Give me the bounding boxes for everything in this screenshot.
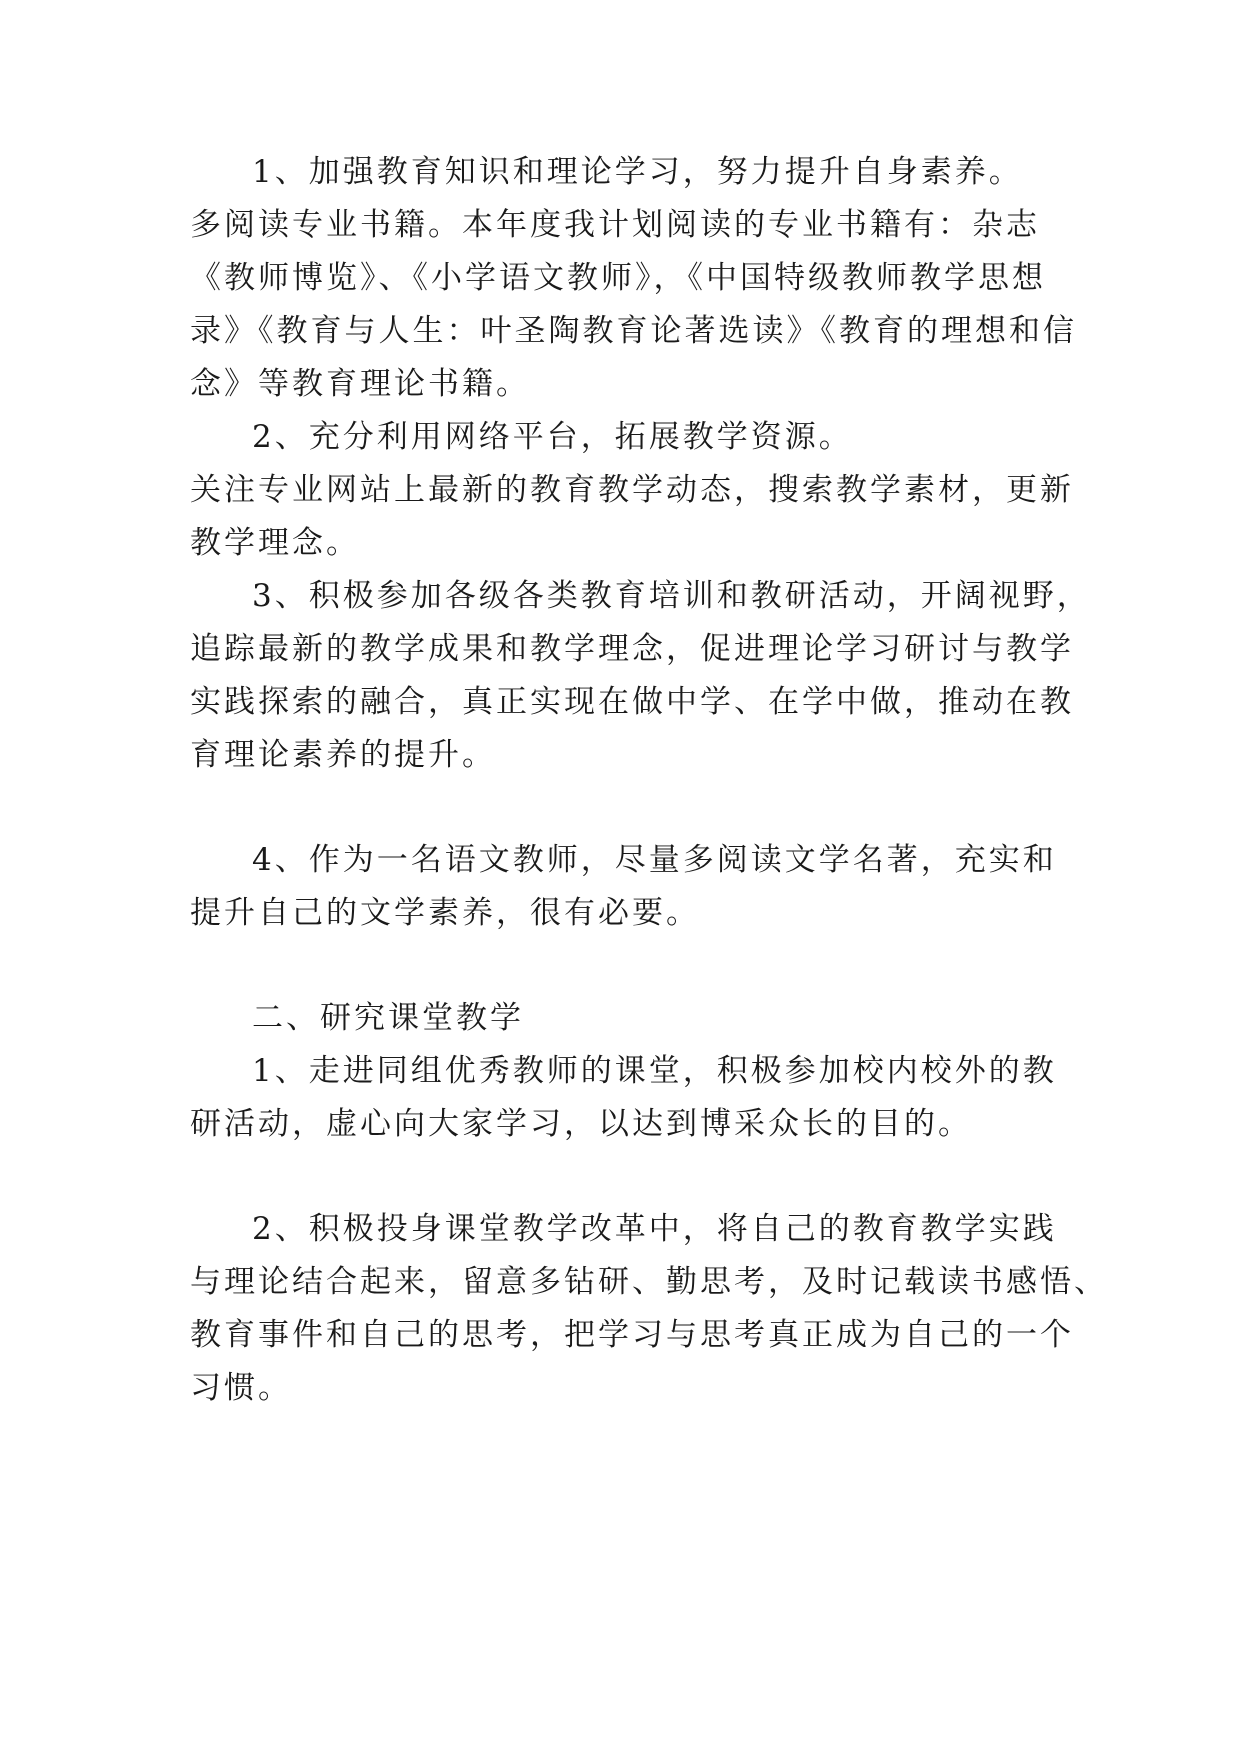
text-line: 2、充分利用网络平台，拓展教学资源。: [252, 419, 853, 455]
text-line: 提升自己的文学素养，很有必要。: [190, 895, 700, 931]
text-line: 关注专业网站上最新的教育教学动态，搜索教学素材，更新: [190, 472, 1074, 508]
text-line: 4、作为一名语文教师，尽量多阅读文学名著，充实和: [252, 842, 1057, 878]
text-line: 2、积极投身课堂教学改革中，将自己的教育教学实践: [252, 1211, 1057, 1247]
text-line: 实践探索的融合，真正实现在做中学、在学中做，推动在教: [190, 684, 1074, 720]
text-line: 《教师博览》、《小学语文教师》，《中国特级教师教学思想: [190, 260, 1046, 296]
text-line: 念》等教育理论书籍。: [190, 366, 530, 402]
text-line: 育理论素养的提升。: [190, 737, 496, 773]
text-line: 录》《教育与人生：叶圣陶教育论著选读》《教育的理想和信: [190, 313, 1077, 349]
text-line: 3、积极参加各级各类教育培训和教研活动，开阔视野，: [252, 578, 1091, 614]
text-line: 习惯。: [190, 1370, 292, 1406]
text-line: 教育事件和自己的思考，把学习与思考真正成为自己的一个: [190, 1317, 1074, 1353]
text-line: 与理论结合起来，留意多钻研、勤思考，及时记载读书感悟、: [190, 1264, 1108, 1300]
section-heading: 二、研究课堂教学: [252, 1000, 524, 1036]
text-line: 研活动，虚心向大家学习，以达到博采众长的目的。: [190, 1106, 972, 1142]
text-line: 1、加强教育知识和理论学习，努力提升自身素养。: [252, 154, 1023, 190]
text-line: 教学理念。: [190, 525, 360, 561]
text-line: 追踪最新的教学成果和教学理念，促进理论学习研讨与教学: [190, 631, 1074, 667]
text-line: 多阅读专业书籍。本年度我计划阅读的专业书籍有：杂志: [190, 207, 1040, 243]
text-line: 1、走进同组优秀教师的课堂，积极参加校内校外的教: [252, 1053, 1057, 1089]
